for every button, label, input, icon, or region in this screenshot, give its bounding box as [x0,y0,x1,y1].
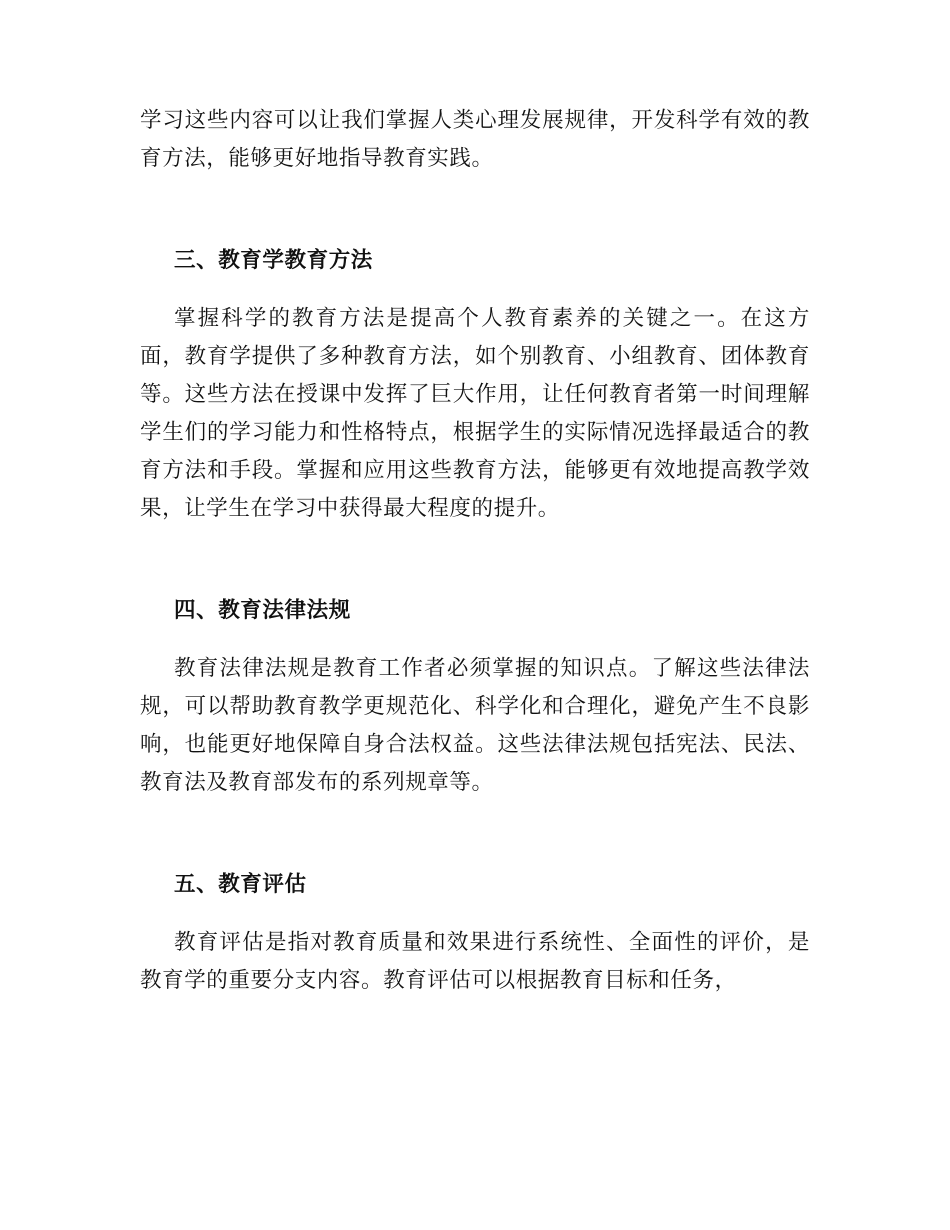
section-paragraph-evaluation: 教育评估是指对教育质量和效果进行系统性、全面性的评价，是教育学的重要分支内容。教育评估可以根据教育目标和任务， [140,930,810,993]
section-heading-methods: 三、教育学教育方法 [174,248,373,273]
intro-paragraph: 学习这些内容可以让我们掌握人类心理发展规律，开发科学有效的教育方法，能够更好地指导教育实践。 [140,108,810,171]
section-heading-evaluation: 五、教育评估 [174,872,307,897]
section-paragraph-laws: 教育法律法规是教育工作者必须掌握的知识点。了解这些法律法规，可以帮助教育教学更规范化、科学化和合理化，避免产生不良影响，也能更好地保障自身合法权益。这些法律法规包括宪法、民法、教育法及教育部发布的系列规章等。 [140,656,810,795]
section-paragraph-methods: 掌握科学的教育方法是提高个人教育素养的关键之一。在这方面，教育学提供了多种教育方法，如个别教育、小组教育、团体教育等。这些方法在授课中发挥了巨大作用，让任何教育者第一时间理解学生们的学习能力和性格特点，根据学生的实际情况选择最适合的教育方法和手段。掌握和应用这些教育方法，能够更有效地提高教学效果，让学生在学习中获得最大程度的提升。 [140,306,810,521]
document-page [140,102,810,1000]
section-heading-laws: 四、教育法律法规 [174,598,351,623]
